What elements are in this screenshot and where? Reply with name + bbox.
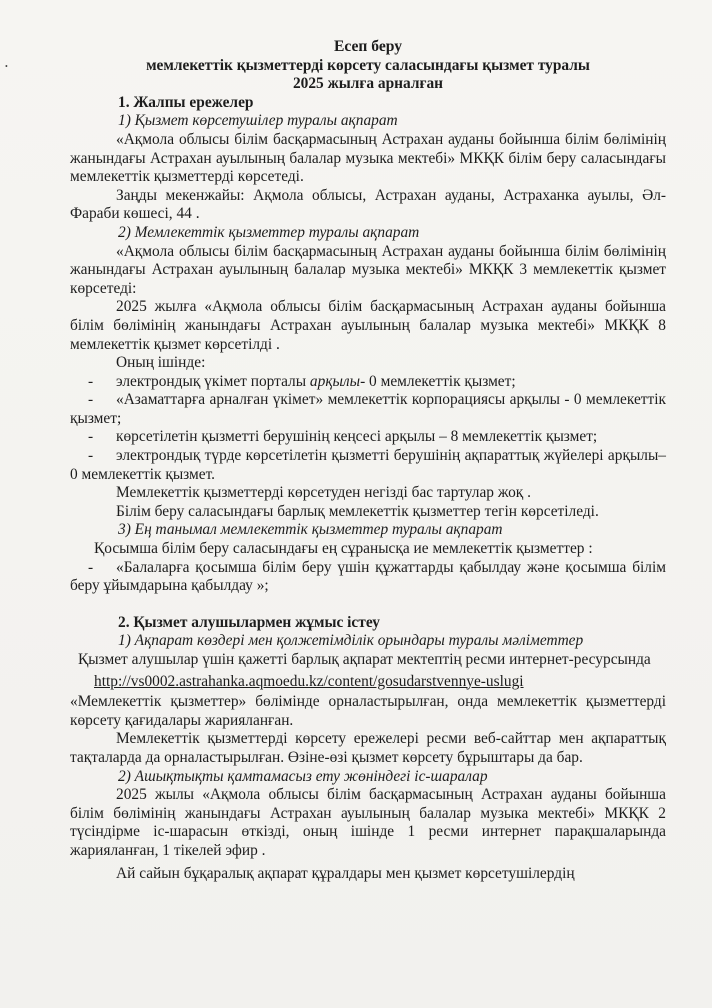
list-dash: -	[88, 391, 94, 409]
report-subtitle: мемлекеттік қызметтерді көрсету саласындағы қызмет туралы	[146, 56, 590, 74]
section2-p3: Мемлекеттік қызметтерді көрсету ережелері ресми веб-сайттар мен ақпараттық тақталарда да орналастырылған. Өзіне-өзі қызмет көрсету бұрыштары да бар.	[70, 730, 666, 766]
list-dash: -	[88, 558, 94, 576]
section2-sub1: 1) Ақпарат көздері мен қолжетімділік орындары туралы мәліметтер	[118, 632, 584, 650]
section2-sub2: 2) Ашықтықты қамтамасыз ету жөніндегі іс-шаралар	[118, 767, 488, 785]
list-item	[70, 447, 666, 484]
list-text: «Балаларға қосымша білім беру үшін құжаттарды қабылдау және қосымша білім беру ұйымдарына қабылдау »;	[70, 558, 666, 595]
list-text: электрондық түрде көрсетілетін қызметті берушінің ақпараттық жүйелері арқылы– 0 мемлекеттік қызмет.	[70, 447, 666, 483]
report-title: Есеп беру	[333, 38, 403, 55]
section1-sub1: 1) Қызмет көрсетушілер туралы ақпарат	[118, 112, 398, 130]
section1-p4: 2025 жылға «Ақмола облысы білім басқармасының Астрахан ауданы бойынша білім бөлімінің жанындағы Астрахан ауылының балалар музыка мектебі» МКҚК 8 мемлекеттік қызмет көрсетілді .	[70, 298, 666, 353]
section1-p6: Мемлекеттік қызметтерді көрсетуден негізді бас тартулар жоқ .	[116, 484, 531, 502]
section2-p1: Қызмет алушылар үшін қажетті барлық ақпарат мектептің ресми интернет-ресурсында	[78, 651, 651, 668]
list-dash: -	[88, 428, 94, 446]
section1-p8: Қосымша білім беру саласындағы ең сұранысқа ие мемлекеттік қызметтер :	[94, 540, 593, 558]
list-item	[70, 559, 666, 596]
list-text: көрсетілетін қызметті берушінің кеңсесі арқылы – 8 мемлекеттік қызмет;	[116, 428, 598, 446]
document-body	[70, 38, 666, 883]
section2-p5: Ай сайын бұқаралық ақпарат құралдары мен қызмет көрсетушілердің	[116, 864, 575, 882]
list-dash: -	[88, 447, 94, 465]
list-item	[70, 373, 666, 392]
list-dash: -	[88, 372, 94, 390]
section1-p2: Заңды мекенжайы: Ақмола облысы, Астрахан ауданы, Астраханка ауылы, Әл-Фараби көшесі, 44 .	[70, 186, 666, 223]
section1-sub3: 3) Ең танымал мемлекеттік қызметтер туралы ақпарат	[118, 521, 503, 539]
section2-heading: 2. Қызмет алушылармен жұмыс істеу	[118, 613, 380, 631]
section1-sub2: 2) Мемлекеттік қызметтер туралы ақпарат	[118, 223, 420, 241]
section1-p1: «Ақмола облысы білім басқармасының Астрахан ауданы бойынша білім бөлімінің жанындағы Астрахан ауылының балалар музыка мектебі» МКҚК білім беру саласындағы мемлекеттік қызметтерді көрсетеді.	[70, 130, 666, 186]
section1-heading: 1. Жалпы ережелер	[118, 93, 254, 111]
section1-p3: «Ақмола облысы білім басқармасының Астрахан ауданы бойынша білім бөлімінің жанындағы Астрахан ауылының балалар музыка мектебі» МКҚК 3 мемлекеттік қызмет көрсетеді:	[70, 242, 666, 297]
gosuslugi-link[interactable]: http://vs0002.astrahanka.aqmoedu.kz/content/gosudarstvennye-uslugi	[94, 672, 524, 690]
list-item	[70, 391, 666, 428]
section1-p7: Білім беру саласындағы барлық мемлекеттік қызметтер тегін көрсетіледі.	[116, 502, 599, 520]
margin-mark: •	[5, 62, 8, 71]
list-item	[70, 428, 666, 447]
section2-p4: 2025 жылы «Ақмола облысы білім басқармасының Астрахан ауданы бойынша білім бөлімінің жанындағы Астрахан ауылының балалар музыка мектебі» МКҚК 2 түсіндірме іс-шарасын өткізді, оның ішінде 1 ресми интернет парақшаларында жарияланған, 1 тікелей эфир .	[70, 786, 666, 859]
report-year: 2025 жылға арналған	[292, 75, 444, 93]
list-text: «Азаматтарға арналған үкімет» мемлекеттік корпорациясы арқылы - 0 мемлекеттік қызмет;	[70, 391, 666, 427]
list-text: электрондық үкімет порталы арқылы- 0 мемлекеттік қызмет;	[116, 372, 516, 390]
section1-p5: Оның ішінде:	[116, 354, 206, 372]
section2-p2: «Мемлекеттік қызметтер» бөлімінде орналастырылған, онда мемлекеттік қызметтерді көрсету қағидалары жарияланған.	[70, 693, 666, 729]
